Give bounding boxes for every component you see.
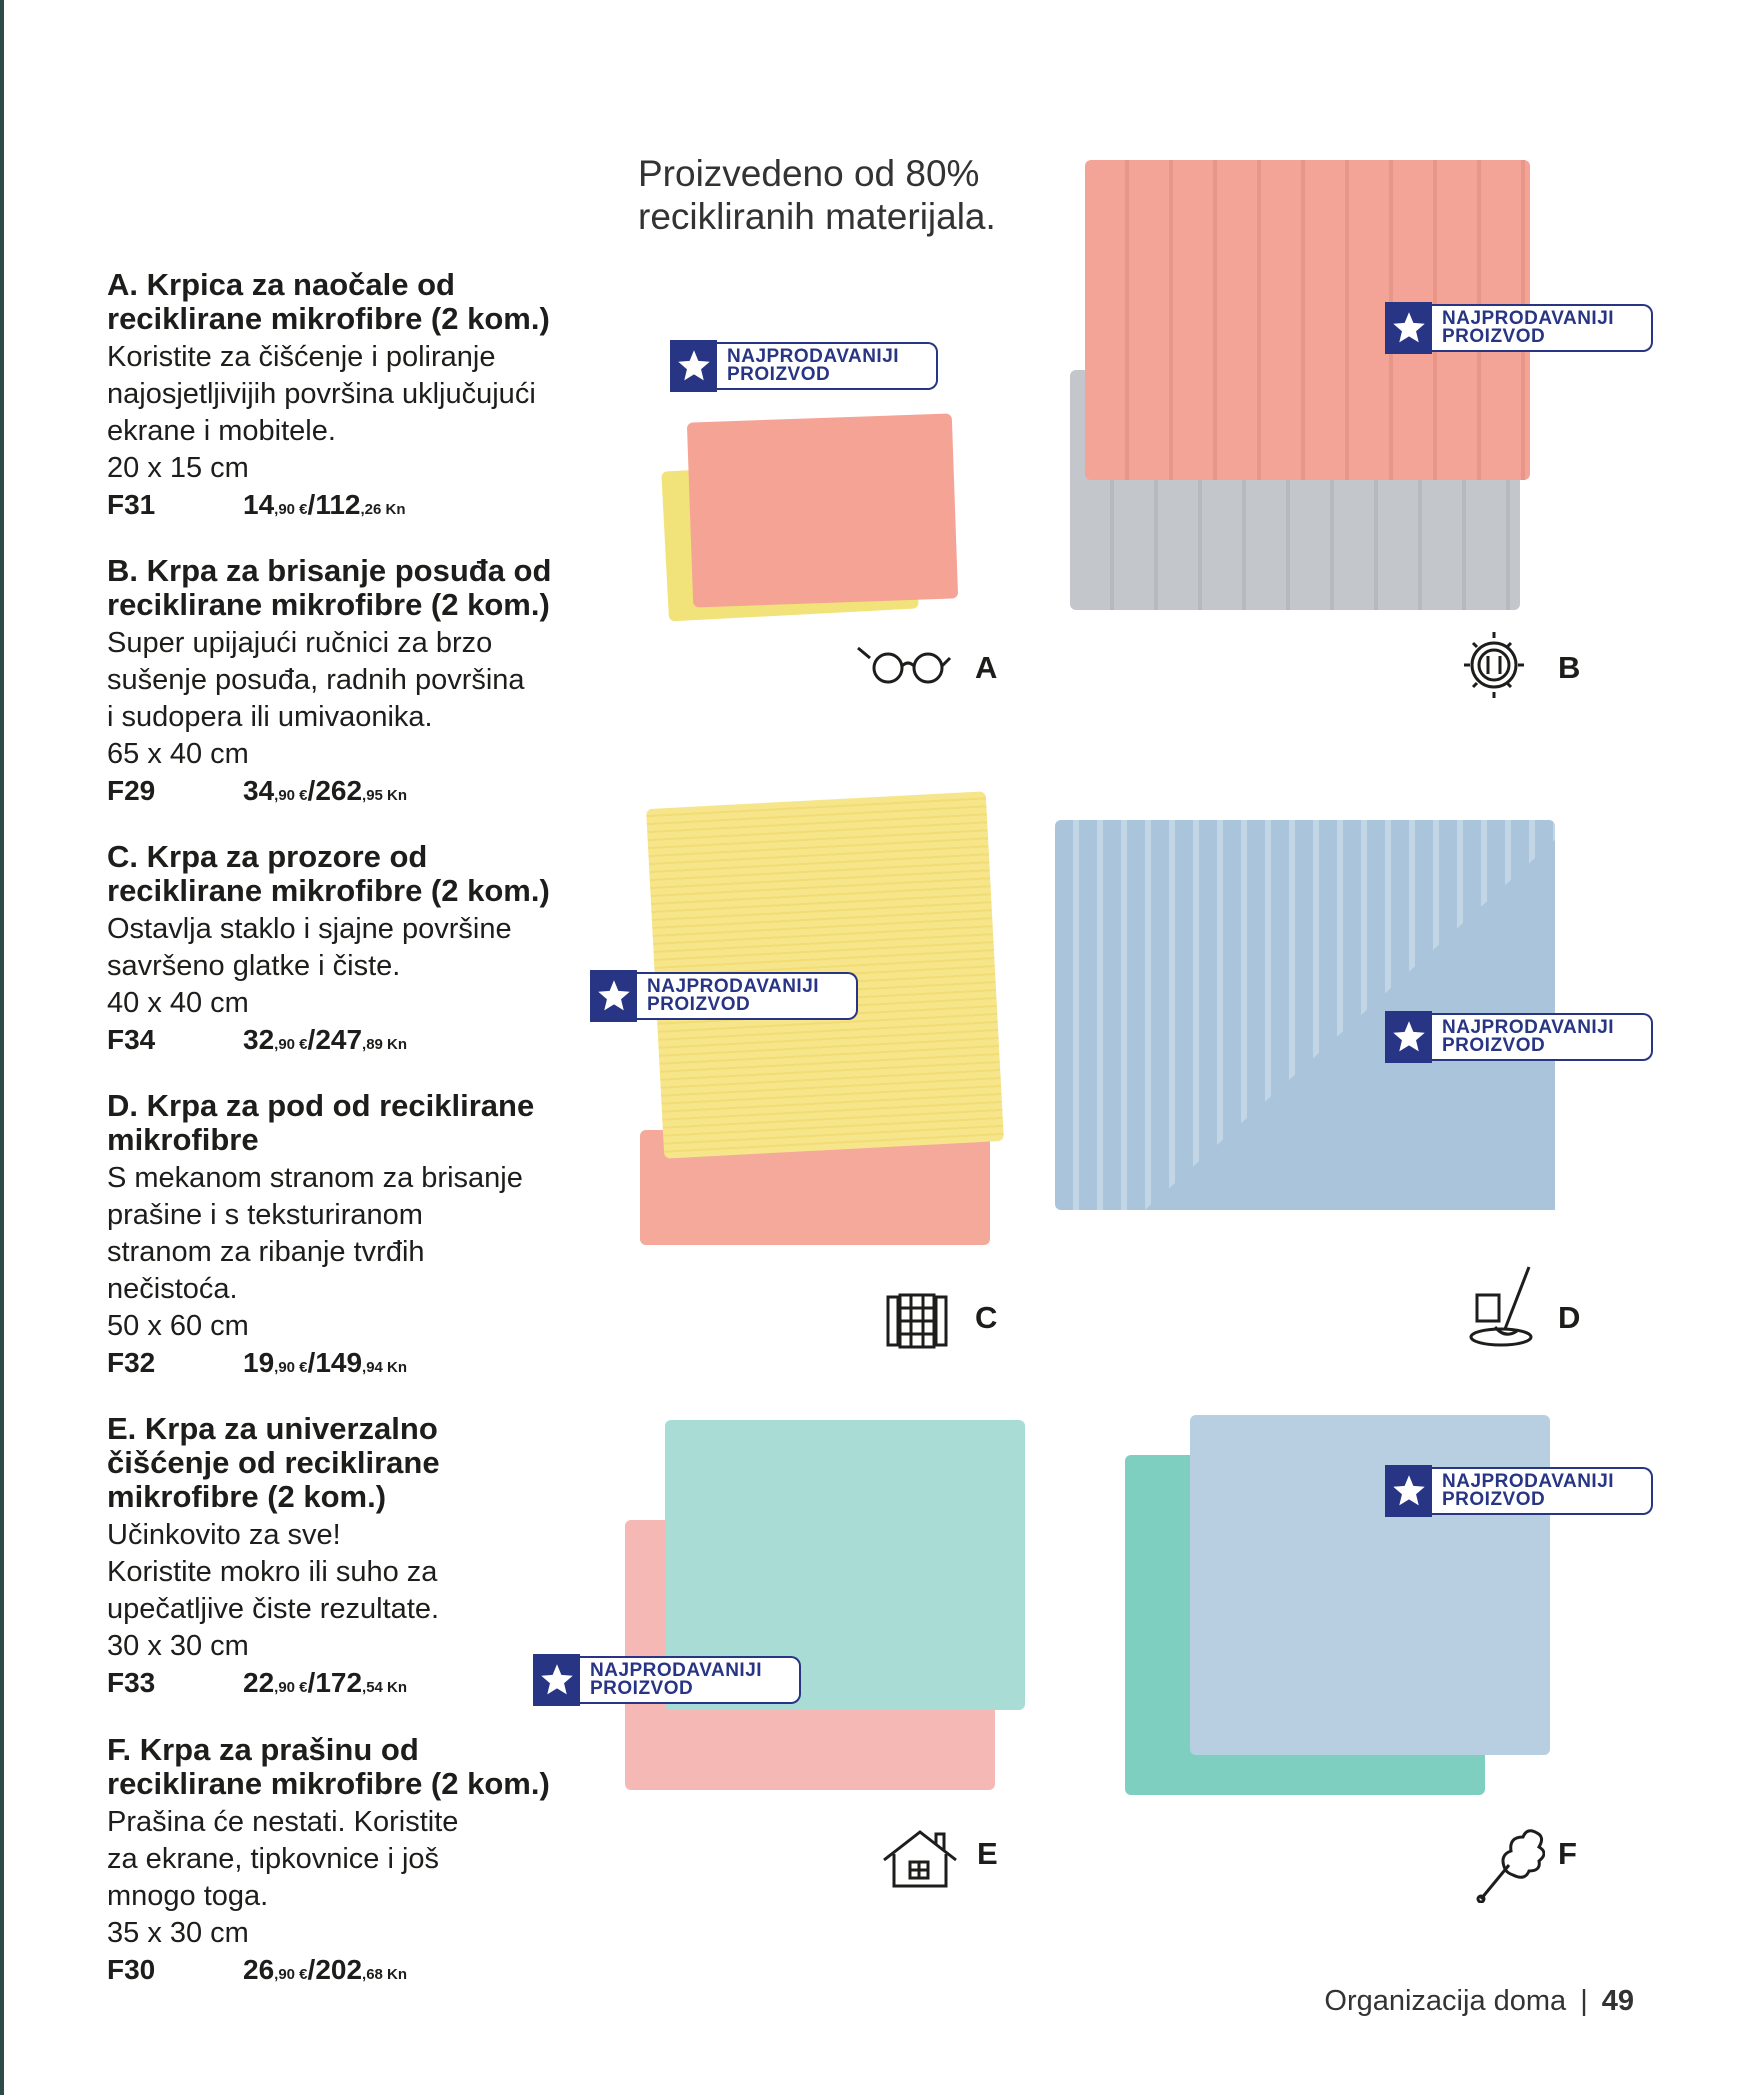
- bestseller-badge-c: NAJPRODAVANIJI PROIZVOD: [590, 970, 858, 1022]
- product-size: 20 x 15 cm: [107, 452, 249, 484]
- label-a: A: [975, 650, 998, 685]
- product-price: F33 22 ,90 € / 172 ,54 Kn: [107, 1667, 408, 1698]
- product-price: F34 32 ,90 € / 247 ,89 Kn: [107, 1024, 408, 1055]
- bestseller-badge-a: NAJPRODAVANIJI PROIZVOD: [670, 340, 938, 392]
- product-size: 65 x 40 cm: [107, 738, 249, 770]
- product-title: C. Krpa za prozore od reciklirane mikrofibre (2 kom.): [107, 839, 550, 908]
- product-title: E. Krpa za univerzalno čišćenje od reciklirane mikrofibre (2 kom.): [107, 1411, 440, 1514]
- photo-product-b: [1065, 160, 1545, 630]
- page-footer: [1324, 1985, 1634, 2018]
- product-description: Super upijajući ručnici za brzo sušenje posuđa, radnih površina i sudopera ili umivaonika.: [107, 627, 525, 733]
- star-icon: [596, 978, 632, 1014]
- product-price: F29 34 ,90 € / 262 ,95 Kn: [107, 775, 408, 806]
- window-icon: [886, 1293, 948, 1349]
- star-icon: [1391, 310, 1427, 346]
- product-b: [107, 554, 627, 814]
- product-a: [107, 268, 627, 528]
- product-description: Učinkovito za sve! Koristite mokro ili suho za upečatljive čiste rezultate.: [107, 1519, 440, 1625]
- page-number: 49: [1601, 1985, 1634, 2017]
- product-title: F. Krpa za prašinu od reciklirane mikrofibre (2 kom.): [107, 1732, 550, 1801]
- star-icon: [676, 348, 712, 384]
- label-f: F: [1558, 1836, 1577, 1871]
- bestseller-badge-b: NAJPRODAVANIJI PROIZVOD: [1385, 302, 1653, 354]
- label-d: D: [1558, 1300, 1581, 1335]
- glasses-icon: [856, 642, 952, 686]
- photo-product-d: [1055, 800, 1555, 1220]
- footer-separator: |: [1580, 1985, 1588, 2017]
- product-f: [107, 1733, 627, 1993]
- photo-product-e: [620, 1420, 1040, 1810]
- star-icon: [539, 1662, 575, 1698]
- product-size: 35 x 30 cm: [107, 1917, 249, 1949]
- product-price: F31 14 ,90 € / 112 ,26 Kn: [107, 489, 406, 520]
- page-edge: [0, 0, 4, 2095]
- product-title: B. Krpa za brisanje posuđa od reciklirane mikrofibre (2 kom.): [107, 553, 552, 622]
- product-description: Prašina će nestati. Koristite za ekrane, tipkovnice i još mnogo toga.: [107, 1806, 459, 1912]
- plate-icon: [1460, 630, 1528, 700]
- product-description: Ostavlja staklo i sjajne površine savršeno glatke i čiste.: [107, 913, 512, 982]
- product-size: 30 x 30 cm: [107, 1630, 249, 1662]
- photo-product-c: [635, 800, 1005, 1260]
- recycled-note: Proizvedeno od 80% recikliranih materijala.: [638, 153, 996, 237]
- star-icon: [1391, 1019, 1427, 1055]
- product-d: [107, 1089, 627, 1386]
- mop-bucket-icon: [1465, 1265, 1537, 1347]
- label-e: E: [977, 1836, 998, 1871]
- bestseller-badge-e: NAJPRODAVANIJI PROIZVOD: [533, 1654, 801, 1706]
- star-icon: [1391, 1473, 1427, 1509]
- product-price: F32 19 ,90 € / 149 ,94 Kn: [107, 1347, 408, 1378]
- feather-duster-icon: [1475, 1825, 1545, 1903]
- product-title: D. Krpa za pod od reciklirane mikrofibre: [107, 1088, 535, 1157]
- section-name: Organizacija doma: [1324, 1985, 1567, 2017]
- product-price: F30 26 ,90 € / 202 ,68 Kn: [107, 1954, 408, 1985]
- product-description: Koristite za čišćenje i poliranje najosjetljivijih površina uključujući ekrane i mobitele.: [107, 341, 536, 447]
- bestseller-badge-f: NAJPRODAVANIJI PROIZVOD: [1385, 1465, 1653, 1517]
- label-b: B: [1558, 650, 1581, 685]
- product-c: [107, 840, 627, 1063]
- house-icon: [882, 1830, 958, 1888]
- label-c: C: [975, 1300, 998, 1335]
- photo-product-a: [660, 410, 960, 630]
- product-size: 50 x 60 cm: [107, 1310, 249, 1342]
- bestseller-badge-d: NAJPRODAVANIJI PROIZVOD: [1385, 1011, 1653, 1063]
- product-description: S mekanom stranom za brisanje prašine i s teksturiranom stranom za ribanje tvrđih nečistoća.: [107, 1162, 523, 1305]
- product-size: 40 x 40 cm: [107, 987, 249, 1019]
- product-title: A. Krpica za naočale od reciklirane mikrofibre (2 kom.): [107, 267, 550, 336]
